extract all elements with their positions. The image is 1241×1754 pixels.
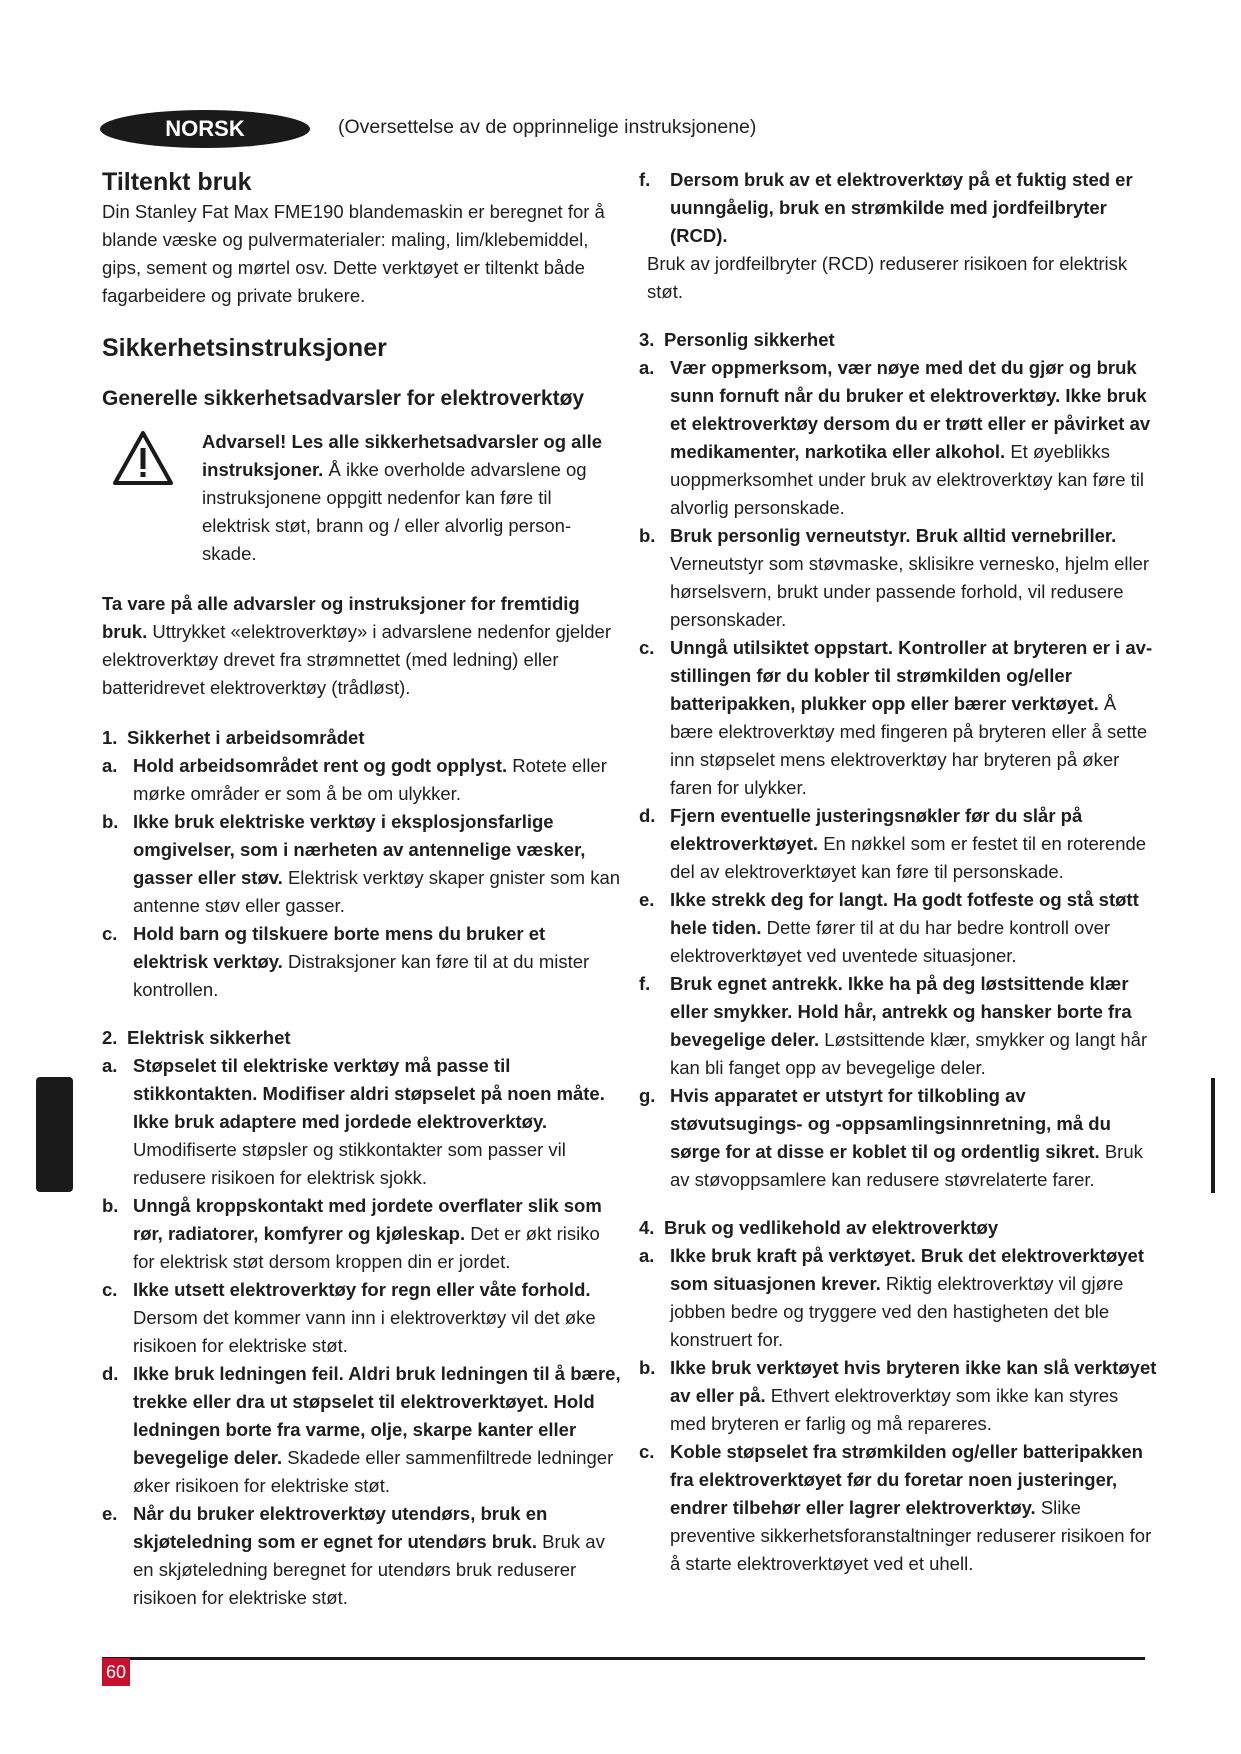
item-text: Verneutstyr som støvmaske, sklisikre vernesko, hjelm eller hørselsvern, brukt under passende forhold, vil redusere personskader. <box>670 553 1150 630</box>
section-4-list <box>639 1242 1159 1578</box>
keep-body: Uttrykket «elektroverktøy» i advarslene nedenfor gjelder elektroverktøy drevet fra strømnettet (med ledning) eller batteridrevet elektroverktøy (trådløst). <box>102 621 611 698</box>
item-bold: Ikke strekk deg for langt. Ha godt fotfeste og stå støtt hele tiden. <box>670 889 1139 938</box>
list-item <box>102 1500 622 1612</box>
keep-instructions-text <box>102 590 622 702</box>
safety-title: Sikkerhetsinstruksjoner <box>102 334 387 362</box>
list-item <box>639 1082 1159 1194</box>
item-marker: g. <box>639 1085 656 1106</box>
item-text: Et øyeblikks uoppmerksomhet under bruk av elektroverktøy kan føre til alvorlig personskade. <box>670 441 1144 518</box>
warning-triangle-icon <box>112 430 174 486</box>
list-item <box>639 886 1159 970</box>
item-text: Distraksjoner kan føre til at du mister kontrollen. <box>133 951 590 1000</box>
item-marker: e. <box>639 889 655 910</box>
item-bold: Fjern eventuelle justeringsnøkler før du slår på elektroverktøyet. <box>670 805 1083 854</box>
warning-text <box>202 428 622 568</box>
item-text: Løstsittende klær, smykker og langt hår kan bli fanget opp av bevegelige deler. <box>670 1029 1148 1078</box>
item-bold: Unngå kroppskontakt med jordete overflater slik som rør, radiatorer, komfyrer og kjøleskap. <box>133 1195 602 1244</box>
item-text: Dette fører til at du har bedre kontroll over elektroverktøyet ved uventede situasjoner. <box>670 917 1111 966</box>
item-marker: b. <box>639 525 656 546</box>
keep-bold: Ta vare på alle advarsler og instruksjoner for fremtidig bruk. <box>102 593 580 642</box>
footer-rule <box>102 1657 1145 1660</box>
item-bold: Ikke bruk elektriske verktøy i eksplosjonsfarlige omgivelser, som i nærheten av antennelige væsker, gasser eller støv. <box>133 811 586 888</box>
item-text: Skadede eller sammenfiltrede ledninger øker risikoen for elektriske støt. <box>133 1447 614 1496</box>
right-column <box>639 166 1159 1578</box>
list-item <box>639 1242 1159 1354</box>
item-marker: c. <box>102 1279 118 1300</box>
item-marker: b. <box>102 811 119 832</box>
item-text: Slike preventive sikkerhetsforanstaltninger reduserer risikoen for å starte elektroverktøyet ved et uhell. <box>670 1497 1152 1574</box>
item-marker: a. <box>639 357 655 378</box>
item-marker: b. <box>102 1195 119 1216</box>
item-marker: e. <box>102 1503 118 1524</box>
warning-body: Å ikke overholde advarslene og instruksjonene oppgitt nedenfor kan føre til elektrisk støt, brann og / eller alvorlig person-skade. <box>202 459 587 564</box>
list-item <box>639 970 1159 1082</box>
item-text: Rotete eller mørke områder er som å be om ulykker. <box>133 755 607 804</box>
item-text: Umodifiserte støpsler og stikkontakter som passer vil redusere risikoen for elektrisk sjokk. <box>133 1139 566 1188</box>
section-number: 4. <box>639 1217 655 1238</box>
item-bold: Ikke bruk verktøyet hvis bryteren ikke kan slå verktøyet av eller på. <box>670 1357 1157 1406</box>
list-item <box>639 354 1159 522</box>
item-marker: c. <box>102 923 118 944</box>
item-bold: Støpselet til elektriske verktøy må passe til stikkontakten. Modifiser aldri støpselet på noen måte. Ikke bruk adaptere med jordede elektroverktøy. <box>133 1055 605 1132</box>
list-item <box>102 1052 622 1192</box>
list-item <box>639 802 1159 886</box>
item-bold: Ikke bruk kraft på verktøyet. Bruk det elektroverktøyet som situasjonen krever. <box>670 1245 1144 1294</box>
list-item <box>102 1360 622 1500</box>
item-bold: Hold arbeidsområdet rent og godt opplyst. <box>133 755 508 776</box>
left-column <box>102 166 622 1612</box>
list-item <box>102 752 622 808</box>
section-number: 2. <box>102 1027 118 1048</box>
item-bold: Dersom bruk av et elektroverktøy på et fuktig sted er uunngåelig, bruk en strømkilde med jordfeilbryter (RCD). <box>670 169 1133 246</box>
item-bold: Unngå utilsiktet oppstart. Kontroller at bryteren er i av-stillingen før du kobler til strømkilden og/eller batteripakken, plukker opp eller bærer verktøyet. <box>670 637 1153 714</box>
section-1-heading <box>102 724 622 752</box>
item-marker: c. <box>639 637 655 658</box>
list-item <box>639 1354 1159 1438</box>
section-title: Bruk og vedlikehold av elektroverktøy <box>664 1217 999 1238</box>
list-item <box>102 1276 622 1360</box>
item-text: Å bære elektroverktøy med fingeren på bryteren eller å sette inn støpselet mens elektroverktøy har bryteren på øker faren for ulykker. <box>670 693 1148 798</box>
item-bold: Ikke utsett elektroverktøy for regn eller våte forhold. <box>133 1279 591 1300</box>
item-text: Bruk av en skjøteledning beregnet for utendørs bruk reduserer risikoen for elektriske støt. <box>133 1531 605 1608</box>
language-side-tab <box>36 1077 73 1192</box>
item-marker: a. <box>102 1055 118 1076</box>
item-marker: d. <box>639 805 656 826</box>
section-4-heading <box>639 1214 1159 1242</box>
item-marker: a. <box>639 1245 655 1266</box>
list-item <box>639 166 1159 250</box>
item-text: Riktig elektroverktøy vil gjøre jobben bedre og tryggere ved den hastigheten det ble konstruert for. <box>670 1273 1124 1350</box>
page-number: 60 <box>102 1658 130 1686</box>
item-bold: Hold barn og tilskuere borte mens du bruker et elektrisk verktøy. <box>133 923 546 972</box>
section-3-heading <box>639 326 1159 354</box>
section-number: 1. <box>102 727 118 748</box>
rcd-note: Bruk av jordfeilbryter (RCD) reduserer risikoen for elektrisk støt. <box>647 253 1128 302</box>
item-marker: d. <box>102 1363 119 1384</box>
item-text: Elektrisk verktøy skaper gnister som kan antenne støv eller gasser. <box>133 867 621 916</box>
item-bold: Når du bruker elektroverktøy utendørs, bruk en skjøteledning som er egnet for utendørs bruk. <box>133 1503 548 1552</box>
list-item <box>639 522 1159 634</box>
item-text: Ethvert elektroverktøy som ikke kan styres med bryteren er farlig og må repareres. <box>670 1385 1119 1434</box>
section-1-list <box>102 752 622 1004</box>
warning-block <box>102 428 622 568</box>
section-title: Elektrisk sikkerhet <box>127 1027 291 1048</box>
item-text: En nøkkel som er festet til en roterende del av elektroverktøyet kan føre til personskade. <box>670 833 1147 882</box>
item-bold: Koble støpselet fra strømkilden og/eller batteripakken fra elektroverktøyet før du foretar noen justeringer, endrer tilbehør eller lagrer elektroverktøy. <box>670 1441 1143 1518</box>
list-item <box>639 1438 1159 1578</box>
item-bold: Ikke bruk ledningen feil. Aldri bruk ledningen til å bære, trekke eller dra ut støpselet til elektroverktøyet. Hold ledningen borte fra varme, olje, skarpe kanter eller bevegelige deler. <box>133 1363 621 1468</box>
section-title: Personlig sikkerhet <box>664 329 835 350</box>
right-margin-bar <box>1211 1078 1215 1193</box>
item-text: Dersom det kommer vann inn i elektroverktøy vil det øke risikoen for elektriske støt. <box>133 1307 596 1356</box>
warning-bold: Advarsel! Les alle sikkerhetsadvarsler og alle instruksjoner. <box>202 431 603 480</box>
item-bold: Vær oppmerksom, vær nøye med det du gjør og bruk sunn fornuft når du bruker et elektroverktøy. Ikke bruk et elektroverktøy dersom du er trøtt eller er påvirket av medikamenter, narkotika eller alkohol. <box>670 357 1151 462</box>
item-bold: Hvis apparatet er utstyrt for tilkobling av støvutsugings- og -oppsamlingsinnretning, må du sørge for at disse er koblet til og ordentlig sikret. <box>670 1085 1111 1162</box>
item-marker: f. <box>639 973 651 994</box>
section-number: 3. <box>639 329 655 350</box>
general-safety-title: Generelle sikkerhetsadvarsler for elektroverktøy <box>102 387 585 410</box>
intended-use-title: Tiltenkt bruk <box>102 168 252 196</box>
item-marker: c. <box>639 1441 655 1462</box>
item-text: Det er økt risiko for elektrisk støt dersom kroppen din er jordet. <box>133 1223 600 1272</box>
list-item <box>102 920 622 1004</box>
section-2-heading <box>102 1024 622 1052</box>
item-bold: Bruk personlig verneutstyr. Bruk alltid vernebriller. <box>670 525 1117 546</box>
section-title: Sikkerhet i arbeidsområdet <box>127 727 365 748</box>
intended-use-text: Din Stanley Fat Max FME190 blandemaskin er beregnet for å blande væske og pulvermaterialer: maling, lim/klebemiddel, gips, sement og mørtel osv. Dette verktøyet er tiltenkt både fagarbeidere og private brukere. <box>102 201 605 306</box>
translation-note: (Oversettelse av de opprinnelige instruksjonene) <box>338 116 757 138</box>
list-item <box>102 808 622 920</box>
list-item <box>639 634 1159 802</box>
item-bold: Bruk egnet antrekk. Ikke ha på deg løstsittende klær eller smykker. Hold hår, antrekk og hansker borte fra bevegelige deler. <box>670 973 1132 1050</box>
item-marker: b. <box>639 1357 656 1378</box>
section-3-list <box>639 354 1159 1194</box>
language-badge: NORSK <box>100 110 310 148</box>
section-2-list <box>102 1052 622 1612</box>
item-marker: f. <box>639 169 651 190</box>
item-marker: a. <box>102 755 118 776</box>
list-item <box>102 1192 622 1276</box>
item-text: Bruk av støvoppsamlere kan redusere støvrelaterte farer. <box>670 1141 1143 1190</box>
